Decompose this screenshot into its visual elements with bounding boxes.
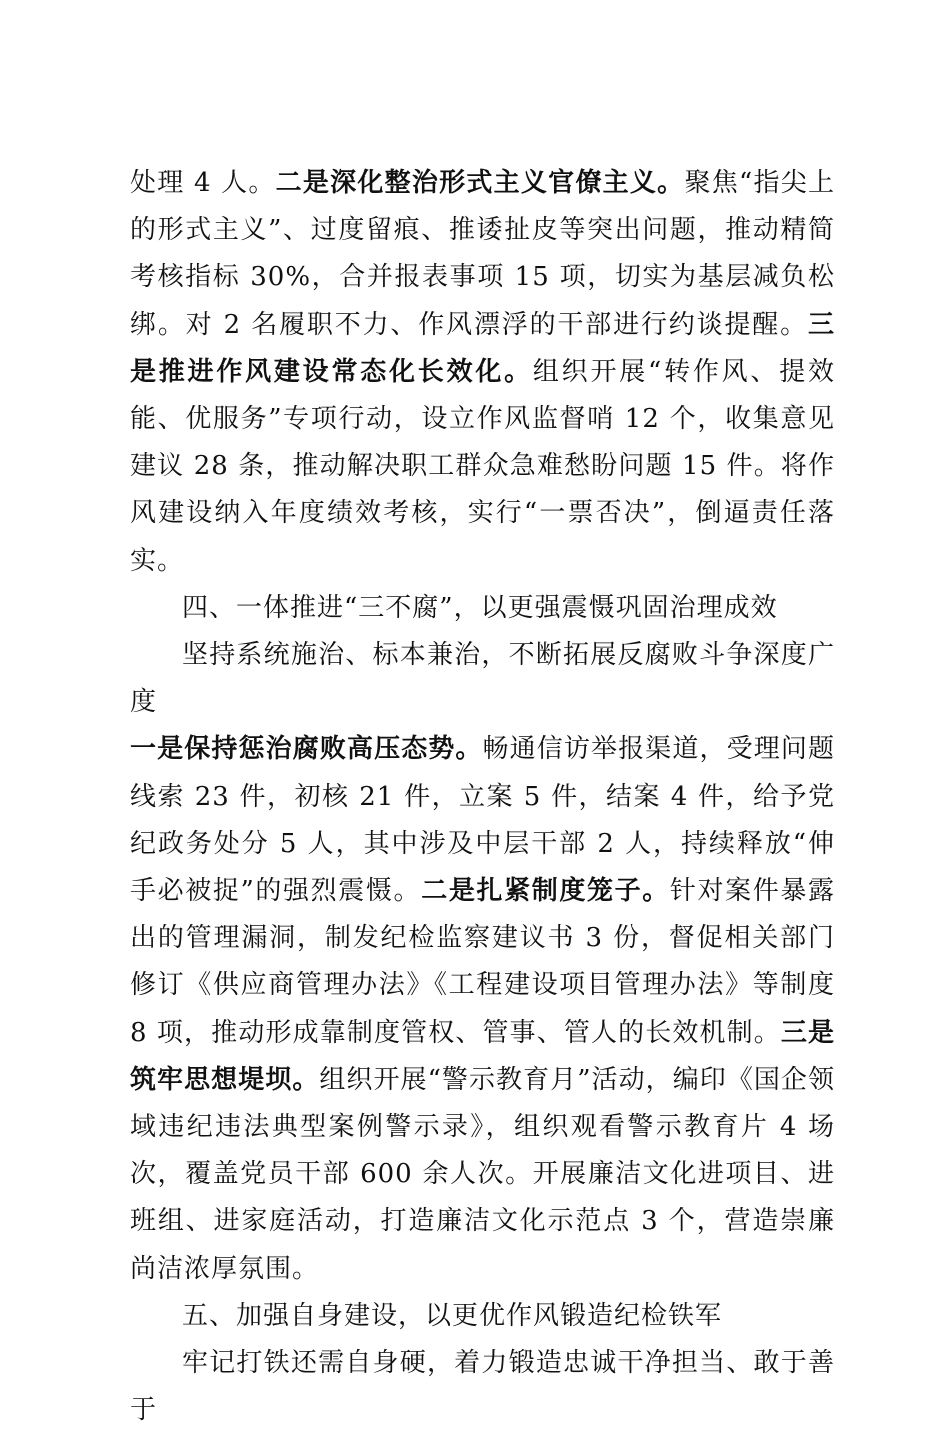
paragraph-section-five-intro [130, 1340, 835, 1434]
section-heading-four [130, 585, 835, 632]
bold-heading-run: 三是筑牢思想堤坝。 [130, 1017, 835, 1095]
bold-heading-run: 三是推进作风建设常态化长效化。 [130, 309, 835, 387]
document-body [130, 160, 835, 1434]
paragraph-anti-corruption [130, 726, 835, 1292]
paragraph-wind-rectification [130, 160, 835, 585]
text-run: 聚焦“指尖上的形式主义”、过度留痕、推诿扯皮等突出问题，推动精简考核指标 30%，合并报表事项 15 项，切实为基层减负松绑。对 2 名履职不力、作风漂浮的干部进行约谈提醒。 [130, 168, 836, 340]
paragraph-section-four-intro [130, 632, 835, 726]
text-run: 坚持系统施治、标本兼治，不断拓展反腐败斗争深度广度 [130, 640, 835, 718]
text-run: 组织开展“转作风、提效能、优服务”专项行动，设立作风监督哨 12 个，收集意见建议 28 条，推动解决职工群众急难愁盼问题 15 件。将作风建设纳入年度绩效考核，实行“一票否决”，倒逼责任落实。 [130, 356, 835, 576]
bold-heading-run: 一是保持惩治腐败高压态势。 [130, 734, 483, 765]
text-run: 针对案件暴露出的管理漏洞，制发纪检监察建议书 3 份，督促相关部门修订《供应商管理办法》《工程建设项目管理办法》等制度 8 项，推动形成靠制度管权、管事、管人的长效机制。 [130, 876, 835, 1048]
bold-heading-run: 二是扎紧制度笼子。 [421, 876, 670, 907]
text-run: 组织开展“警示教育月”活动，编印《国企领域违纪违法典型案例警示录》，组织观看警示教育片 4 场次，覆盖党员干部 600 余人次。开展廉洁文化进项目、进班组、进家庭活动，打造廉洁文化示范点 3 个，营造崇廉尚洁浓厚氛围。 [130, 1064, 835, 1284]
text-run: 牢记打铁还需自身硬，着力锻造忠诚干净担当、敢于善于 [130, 1348, 835, 1426]
section-heading-five [130, 1293, 835, 1340]
text-run: 处理 4 人。 [130, 168, 276, 198]
text-run: 畅通信访举报渠道，受理问题线索 23 件，初核 21 件，立案 5 件，结案 4 件，给予党纪政务处分 5 人，其中涉及中层干部 2 人，持续释放“伸手必被捉”的强烈震慑。 [130, 734, 835, 907]
heading-text: 五、加强自身建设，以更优作风锻造纪检铁军 [182, 1300, 723, 1331]
heading-text: 四、一体推进“三不腐”，以更强震慑巩固治理成效 [182, 592, 778, 623]
bold-heading-run: 二是深化整治形式主义官僚主义。 [275, 168, 685, 198]
